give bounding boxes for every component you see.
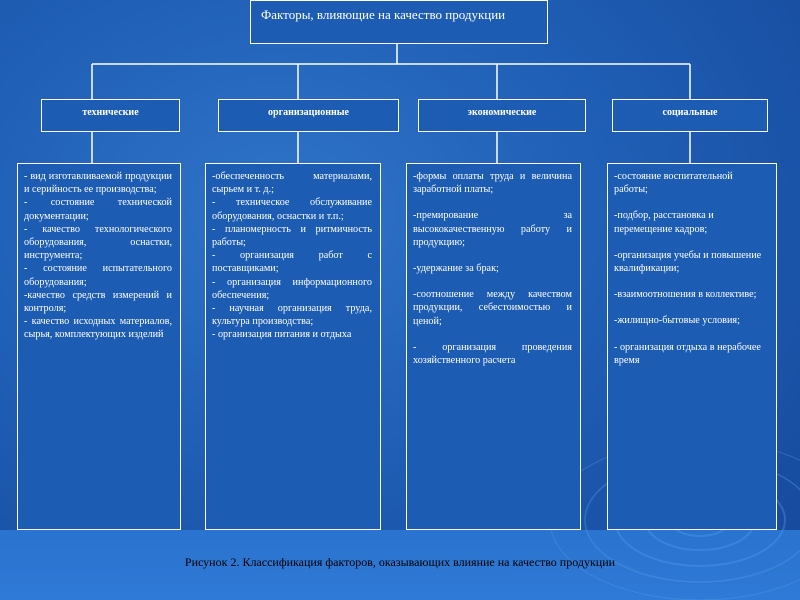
organizational-factors-list — [205, 163, 381, 530]
list-item: -качество средств измерений и контроля; — [24, 289, 172, 315]
social-factors-list — [607, 163, 777, 530]
list-item: -организация учебы и повышение квалификации; — [614, 249, 762, 275]
technical-factors-list — [17, 163, 181, 530]
list-item: - качество технологического оборудования, оснастки, инструмента; — [24, 223, 172, 262]
list-item: - вид изготавливаемой продукции и серийность ее производства; — [24, 171, 172, 196]
list-item: -обеспеченность материалами, сырьем и т. д.; — [212, 171, 372, 196]
list-item: - организация отдыха в нерабочее время — [614, 341, 761, 366]
list-item: - организация работ с поставщиками; — [212, 250, 372, 275]
list-item: - состояние технической документации; — [24, 197, 172, 222]
list-item: - качество исходных материалов, сырья, комплектующих изделий — [24, 316, 172, 341]
economic-factors-list — [406, 163, 581, 530]
list-item: -премирование за высококачественную работу и продукцию; — [413, 210, 572, 248]
figure-caption: Рисунок 2. Классификация факторов, оказывающих влияние на качество продукции — [184, 555, 616, 569]
list-item: - планомерность и ритмичность работы; — [212, 223, 372, 249]
category-technical-label: технические — [82, 107, 139, 118]
category-organizational — [218, 99, 399, 132]
category-organizational-label: организационные — [268, 107, 349, 118]
list-item: - научная организация труда, культура производства; — [212, 303, 372, 328]
category-technical — [41, 99, 180, 132]
category-economic-label: экономические — [467, 107, 537, 118]
list-item: -соотношение между качеством продукции, себестоимостью и ценой; — [413, 289, 572, 327]
category-economic — [418, 99, 586, 132]
list-item: - техническое обслуживание оборудования, оснастки и т.п.; — [212, 197, 372, 222]
list-item: -состояние воспитательной работы; — [614, 171, 733, 196]
list-item: -формы оплаты труда и величина заработной платы; — [413, 171, 572, 196]
diagram-title-text: Факторы, влияющие на качество продукции — [261, 7, 506, 22]
list-item: - организация питания и отдыха — [212, 329, 352, 341]
list-item: - организация информационного обеспечения; — [212, 276, 372, 301]
category-social-label: социальные — [662, 107, 718, 118]
list-item: - состояние испытательного оборудования; — [24, 263, 172, 288]
list-item: -удержание за брак; — [413, 263, 499, 275]
list-item: - организация проведения хозяйственного расчета — [413, 341, 572, 367]
list-item: -подбор, расстановка и перемещение кадров; — [614, 210, 714, 235]
list-item: -взаимоотношения в коллективе; — [614, 289, 757, 301]
category-social — [612, 99, 768, 132]
list-item: -жилищно-бытовые условия; — [614, 315, 740, 327]
